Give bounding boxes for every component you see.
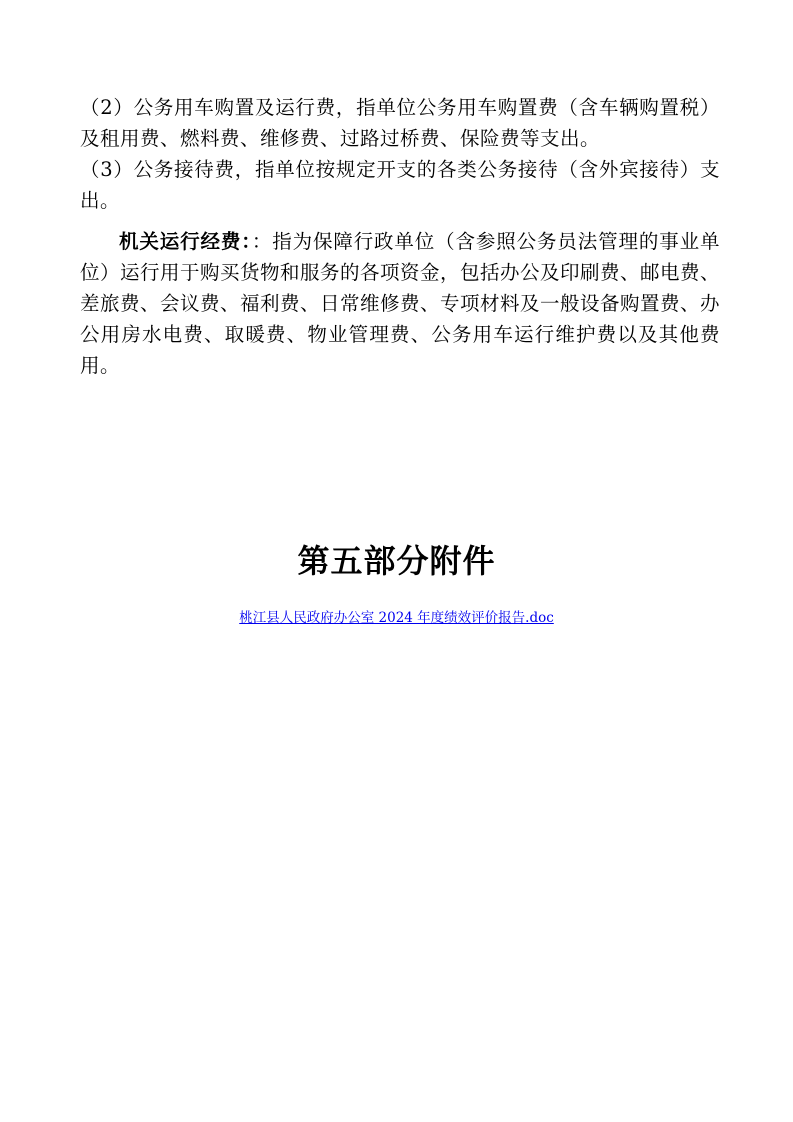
paragraph-operating-funds-definition: [80, 226, 720, 381]
section-title: 第五部分附件: [297, 542, 496, 580]
attachment-link[interactable]: 桃江县人民政府办公室 2024 年度绩效评价报告.doc: [239, 610, 554, 626]
definition-term: 机关运行经费：: [119, 230, 252, 253]
attachment-link-container: [0, 608, 793, 628]
definition-text: ：指为保障行政单位（含参照公务员法管理的事业单位）运行用于购买货物和服务的各项资金，包括办公及印刷费、邮电费、差旅费、会议费、福利费、日常维修费、专项材料及一般设备购置费、办公用房水电费、取暖费、物业管理费、公务用车运行维护费以及其他费用。: [80, 230, 721, 377]
paragraph-reception-expenses: （3）公务接待费，指单位按规定开支的各类公务接待（含外宾接待）支出。: [80, 158, 720, 212]
paragraph-vehicle-expenses: （2）公务用车购置及运行费，指单位公务用车购置费（含车辆购置税）及租用费、燃料费、维修费、过路过桥费、保险费等支出。: [80, 96, 720, 150]
